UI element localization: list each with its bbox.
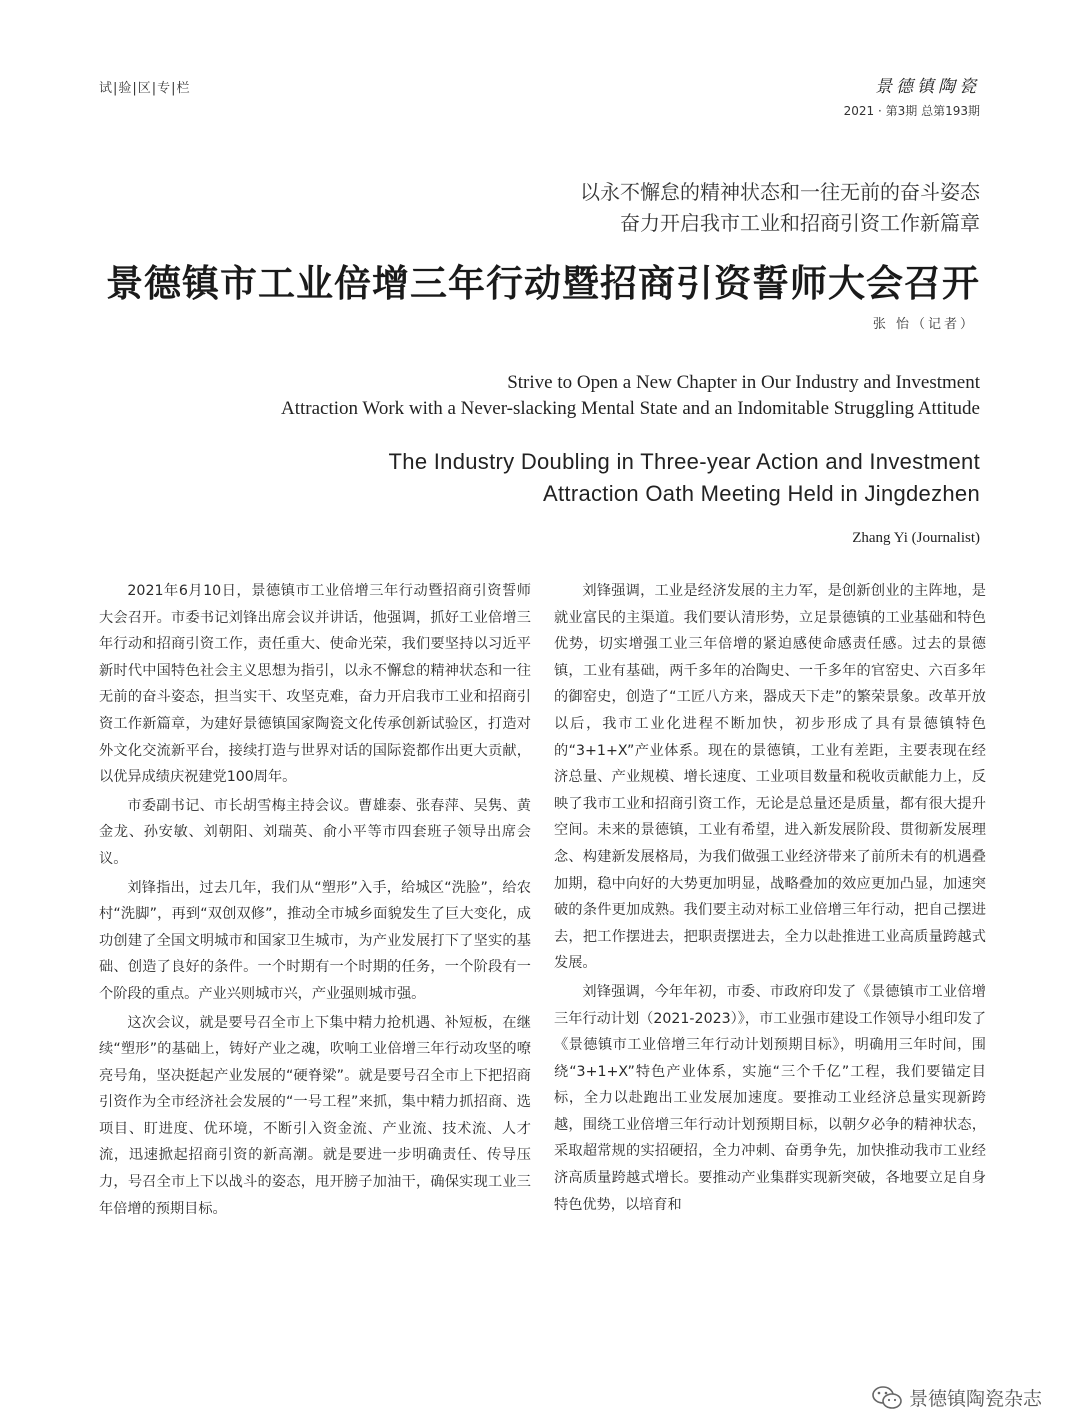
paragraph: 2021年6月10日，景德镇市工业倍增三年行动暨招商引资誓师大会召开。市委书记刘锋出席会议并讲话，他强调，抓好工业倍增三年行动和招商引资工作，责任重大、使命光荣，我们要坚持以习近平新时代中国特色社会主义思想为指引，以永不懈怠的精神状态和一往无前的奋斗姿态，担当实干、攻坚克难，奋力开启我市工业和招商引资工作新篇章，为建好景德镇国家陶瓷文化传承创新试验区，打造对外文化交流新平台，接续打造与世界对话的国际瓷都作出更大贡献，以优异成绩庆祝建党100周年。	[99, 583, 531, 786]
cn-title: 景德镇市工业倍增三年行动暨招商引资誓师大会召开	[106, 261, 980, 305]
wechat-watermark	[871, 1384, 1042, 1411]
paragraph: 刘锋强调，工业是经济发展的主力军，是创新创业的主阵地，是就业富民的主渠道。我们要认清形势，立足景德镇的工业基础和特色优势，切实增强工业三年倍增的紧迫感使命感责任感。过去的景德镇，工业有基础，两千多年的冶陶史、一千多年的官窑史、六百多年的御窑史，创造了“工匠八方来，器成天下走”的繁荣景象。改革开放以后，我市工业化进程不断加快，初步形成了具有景德镇特色的“3+1+X”产业体系。现在的景德镇，工业有差距，主要表现在经济总量、产业规模、增长速度、工业项目数量和税收贡献能力上，反映了我市工业和招商引资工作，无论是总量还是质量，都有很大提升空间。未来的景德镇，工业有希望，进入新发展阶段、贯彻新发展理念、构建新发展格局，为我们做强工业经济带来了前所未有的机遇叠加期，稳中向好的大势更加明显，战略叠加的效应更加凸显，加速突破的条件更加成熟。我们要主动对标工业倍增三年行动，把自己摆进去，把工作摆进去，把职责摆进去，全力以赴推进工业高质量跨越式发展。	[554, 583, 986, 972]
paragraph: 这次会议，就是要号召全市上下集中精力抢机遇、补短板，在继续“塑形”的基础上，铸好产业之魂，吹响工业倍增三年行动攻坚的嘹亮号角，坚决挺起产业发展的“硬脊梁”。就是要号召全市上下把招商引资作为全市经济社会发展的“一号工程”来抓，集中精力抓招商、选项目、盯进度、优环境，不断引入资金流、产业流、技术流、人才流，迅速掀起招商引资的新高潮。就是要进一步明确责任、传导压力，号召全市上下以战斗的姿态，甩开膀子加油干，确保实现工业三年倍增的预期目标。	[99, 1014, 531, 1217]
magazine-brand: 景德镇陶瓷	[875, 77, 980, 97]
issue-number: 2021 · 第3期 总第193期	[843, 104, 980, 118]
en-title-line-2: Attraction Oath Meeting Held in Jingdezhen	[543, 481, 980, 506]
en-subtitle-line-1: Strive to Open a New Chapter in Our Industry and Investment	[507, 372, 980, 393]
body-column-right	[554, 578, 986, 1220]
en-subtitle-line-2: Attraction Work with a Never-slacking Mental State and an Indomitable Struggling Attitude	[280, 398, 980, 419]
paragraph: 市委副书记、市长胡雪梅主持会议。曹雄泰、张春萍、吴隽、黄金龙、孙安敏、刘朝阳、刘瑞英、俞小平等市四套班子领导出席会议。	[99, 797, 531, 867]
wechat-icon	[871, 1385, 903, 1411]
en-author: Zhang Yi (Journalist)	[852, 530, 980, 546]
watermark-text: 景德镇陶瓷杂志	[908, 1388, 1042, 1410]
paragraph: 刘锋强调，今年年初，市委、市政府印发了《景德镇市工业倍增三年行动计划（2021-2023）》，市工业强市建设工作领导小组印发了《景德镇市工业倍增三年行动计划预期目标》，明确用三年时间，围绕“3+1+X”特色产业体系，实施“三个千亿”工程，我们要锚定目标，全力以赴跑出工业发展加速度。要推动工业经济总量实现新跨越，围绕工业倍增三年行动计划预期目标，以朝夕必争的精神状态，采取超常规的实招硬招，全力冲刺、奋勇争先，加快推动我市工业经济高质量跨越式增长。要推动产业集群实现新突破，各地要立足自身特色优势，以培育和	[554, 983, 987, 1213]
cn-subtitle-line-1: 以永不懈怠的精神状态和一往无前的奋斗姿态	[580, 180, 980, 204]
cn-author: 张 怡（记者）	[872, 317, 976, 332]
en-title-line-1: The Industry Doubling in Three-year Action and Investment	[388, 449, 980, 474]
cn-subtitle-line-2: 奋力开启我市工业和招商引资工作新篇章	[620, 211, 980, 235]
body-column-left	[99, 578, 531, 1224]
section-tag: 试|验|区|专|栏	[99, 81, 191, 96]
paragraph: 刘锋指出，过去几年，我们从“塑形”入手，给城区“洗脸”，给农村“洗脚”，再到“双创双修”，推动全市城乡面貌发生了巨大变化，成功创建了全国文明城市和国家卫生城市，为产业发展打下了坚实的基础、创造了良好的条件。一个时期有一个时期的任务，一个阶段有一个阶段的重点。产业兴则城市兴，产业强则城市强。	[99, 879, 531, 1002]
